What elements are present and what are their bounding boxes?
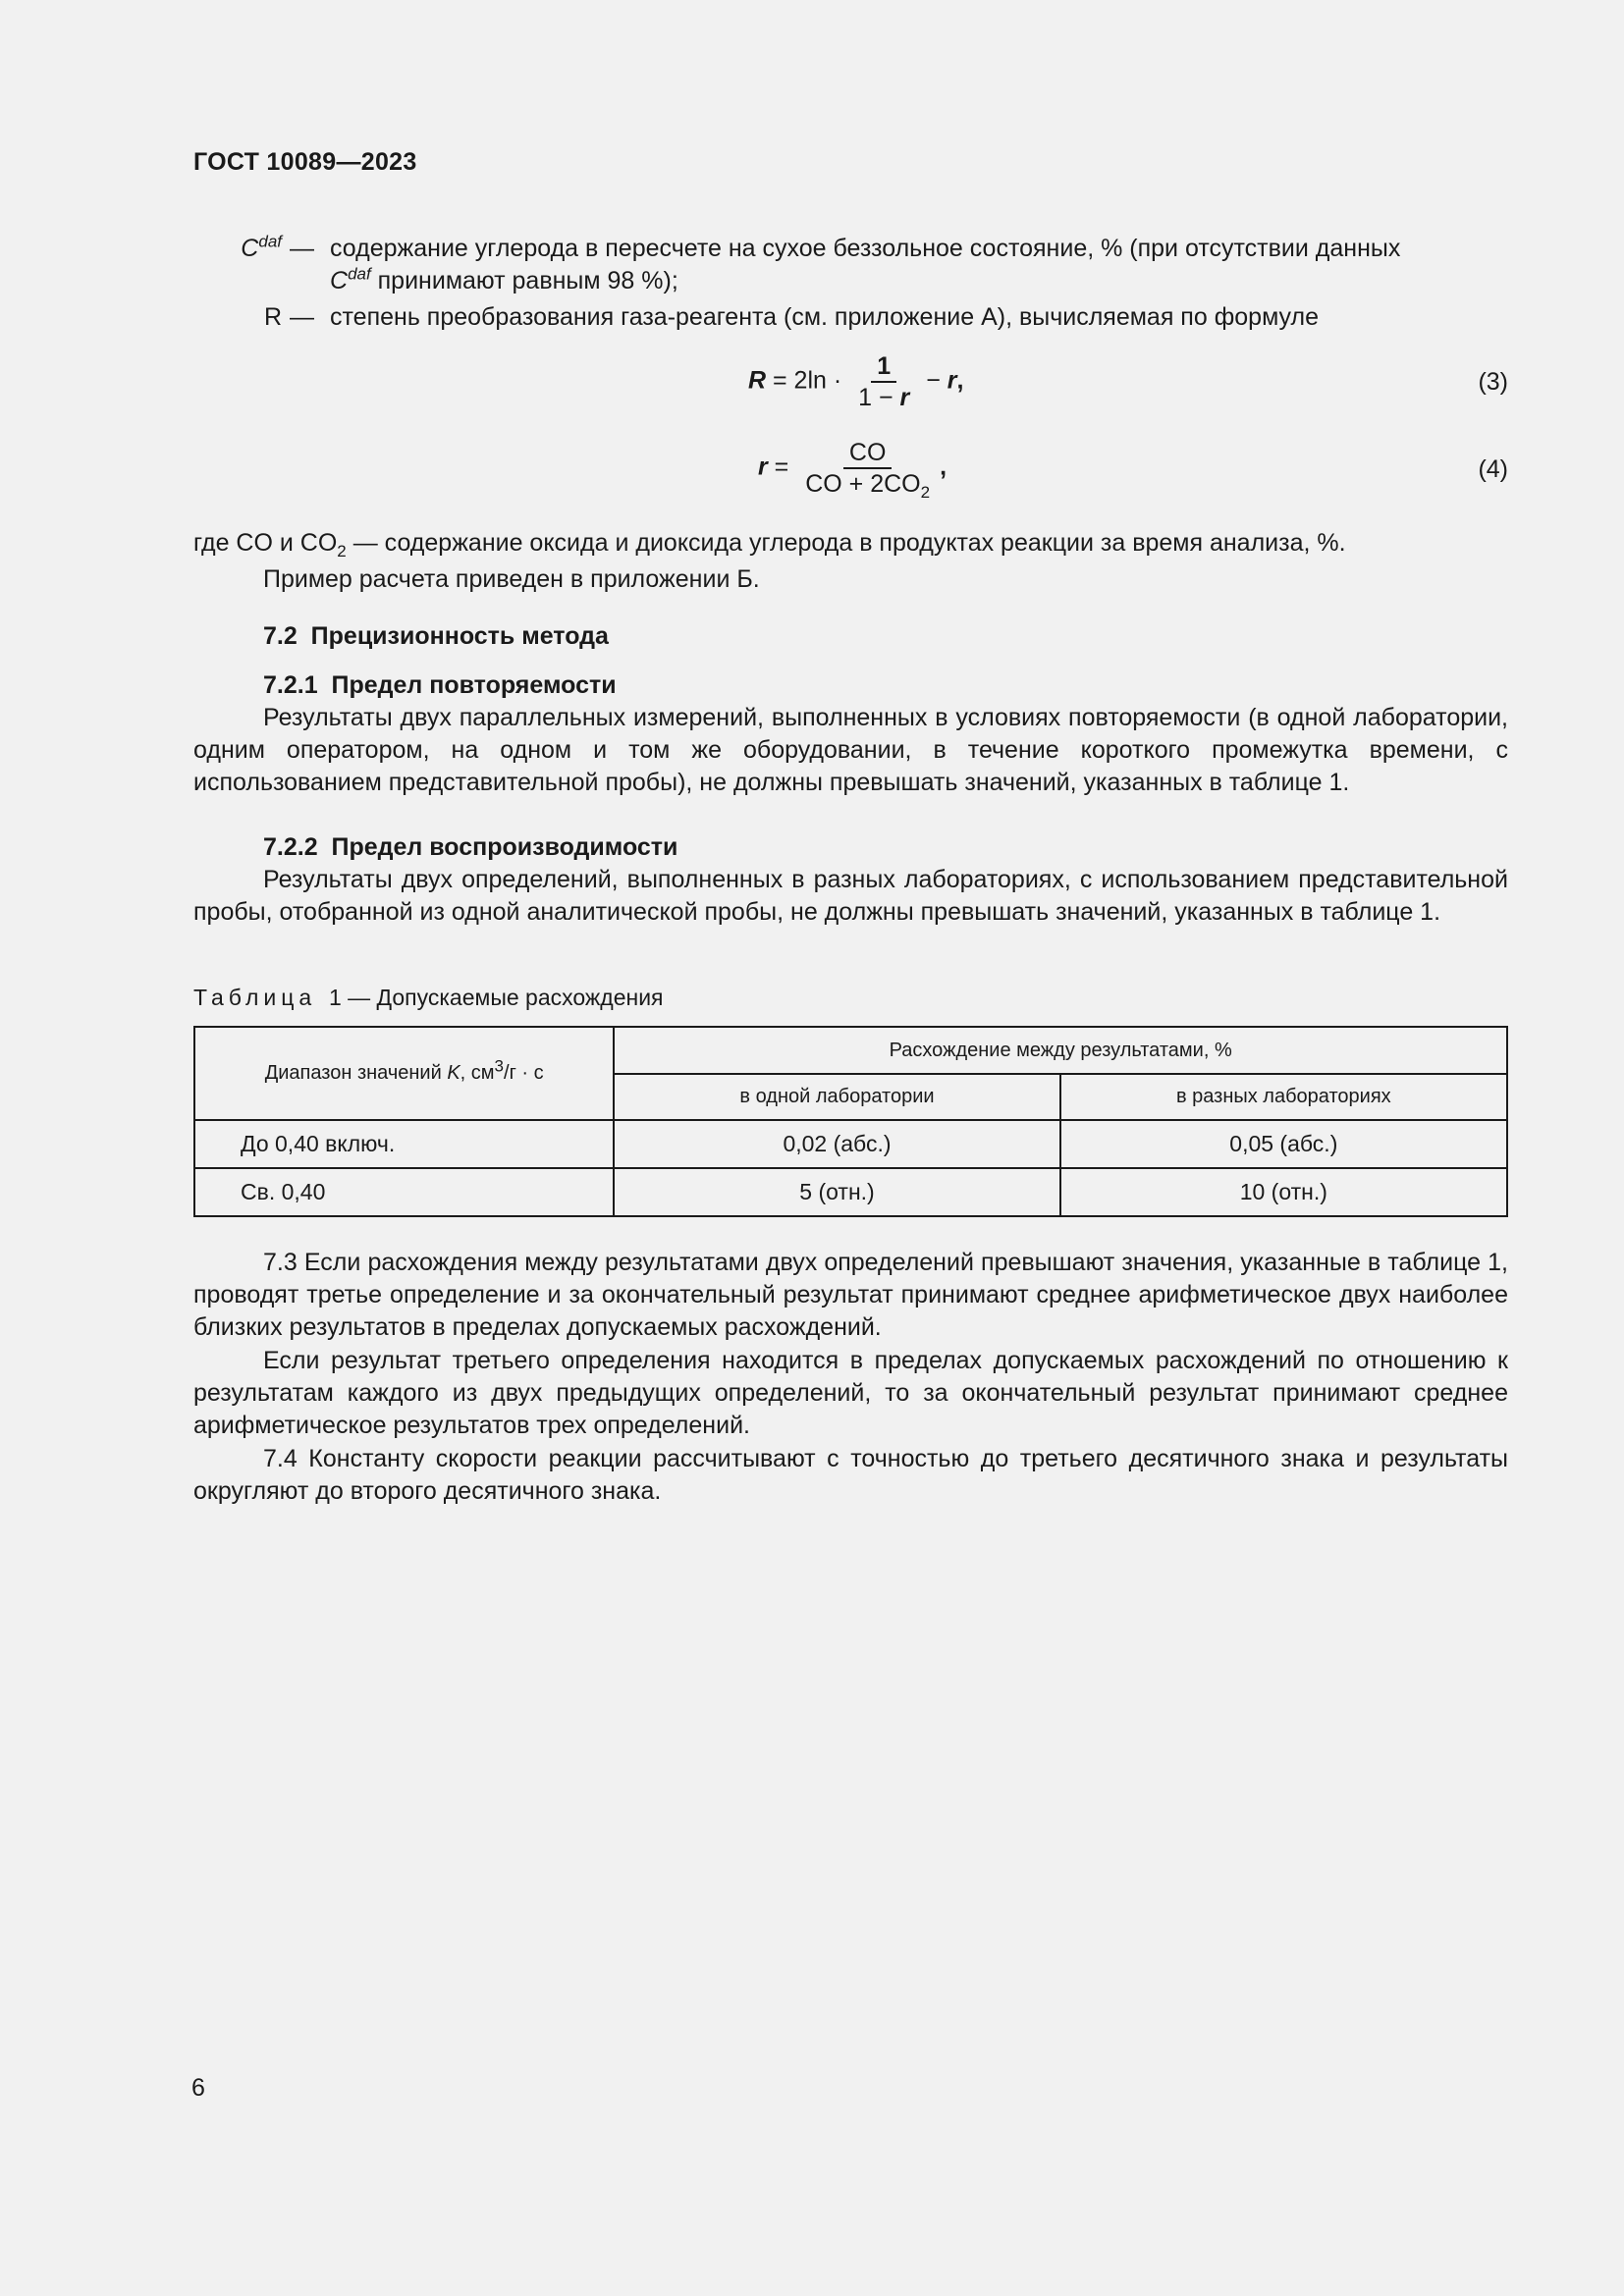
table-cell-range: До 0,40 включ. bbox=[194, 1120, 614, 1168]
table-row bbox=[194, 1120, 1507, 1168]
where-clause: где CO и $CO_2$ — содержание оксида и диоксида углерода в продуктах реакции за время анализа, %. bbox=[193, 529, 1346, 561]
definition-text-cont: $C^{daf}$ принимают равным 98 %); bbox=[330, 264, 678, 294]
formula-3-number: (3) bbox=[1478, 368, 1508, 396]
formula-4: r = $\frac{CO}{CO + 2CO_2}$ , bbox=[758, 439, 947, 502]
definition-text: содержание углерода в пересчете на сухое беззольное состояние, % (при отсутствии данных bbox=[330, 235, 1401, 262]
table-cell-one-lab: 0,02 (абс.) bbox=[614, 1120, 1059, 1168]
table-header-one-lab: в одной лаборатории bbox=[614, 1074, 1059, 1120]
section-7-2-1-heading: 7.2.1 Предел повторяемости bbox=[263, 671, 617, 699]
table-cell-one-lab: 5 (отн.) bbox=[614, 1168, 1059, 1216]
section-7-2-2-heading: 7.2.2 Предел воспроизводимости bbox=[263, 833, 678, 861]
definition-dash: — bbox=[290, 303, 314, 331]
table-caption: Таблица 1 — Допускаемые расхождения bbox=[193, 985, 664, 1010]
example-note: Пример расчета приведен в приложении Б. bbox=[263, 565, 760, 593]
section-7-3-text: 7.3 Если расхождения между результатами двух определений превышают значения, указанные в таблице 1, проводят третье определение и за окончательный результат принимают среднее арифметическое двух наиболее близких результатов в пределах допускаемых расхождений. bbox=[193, 1249, 1508, 1341]
table-row bbox=[194, 1168, 1507, 1216]
section-7-3-text-cont: Если результат третьего определения находится в пределах допускаемых расхождений по отношению к результатам каждого из двух предыдущих определений, то за окончательный результат принимают среднее арифметическое результатов трех определений. bbox=[193, 1347, 1508, 1439]
table-allowable-differences bbox=[193, 1026, 1508, 1217]
table-cell-different-labs: 10 (отн.) bbox=[1060, 1168, 1507, 1216]
section-7-4-text: 7.4 Константу скорости реакции рассчитывают с точностью до третьего десятичного знака и результаты округляют до второго десятичного знака. bbox=[193, 1445, 1508, 1505]
table-header-difference: Расхождение между результатами, % bbox=[614, 1027, 1507, 1074]
definition-symbol: R bbox=[263, 303, 282, 331]
section-7-2-2-text: Результаты двух определений, выполненных в разных лабораториях, с использованием представительной пробы, отобранной из одной аналитической пробы, не должны превышать значений, указанных в таблице 1. bbox=[193, 866, 1508, 926]
section-7-2-1-text: Результаты двух параллельных измерений, выполненных в условиях повторяемости (в одной лаборатории, одним оператором, на одном и том же оборудовании, в течение короткого промежутка времени, с использованием представительной пробы), не должны превышать значений, указанных в таблице 1. bbox=[193, 704, 1508, 796]
formula-3: R = 2ln · $\frac{1}{1 - r}$ − r, bbox=[748, 352, 964, 411]
document-header: ГОСТ 10089—2023 bbox=[193, 148, 417, 176]
page-number: 6 bbox=[191, 2074, 205, 2102]
section-7-2-heading: 7.2 Прецизионность метода bbox=[263, 622, 609, 650]
definition-text: степень преобразования газа-реагента (см. приложение А), вычисляемая по формуле bbox=[330, 303, 1319, 331]
table-cell-different-labs: 0,05 (абс.) bbox=[1060, 1120, 1507, 1168]
definition-dash: — bbox=[290, 235, 314, 262]
table-cell-range: Св. 0,40 bbox=[194, 1168, 614, 1216]
definition-symbol: $C^{daf}$ bbox=[241, 232, 282, 262]
table-header-range: Диапазон значений K, $см^3/г \cdot с$ bbox=[194, 1027, 614, 1120]
formula-4-number: (4) bbox=[1478, 455, 1508, 483]
table-header-different-labs: в разных лабораториях bbox=[1060, 1074, 1507, 1120]
